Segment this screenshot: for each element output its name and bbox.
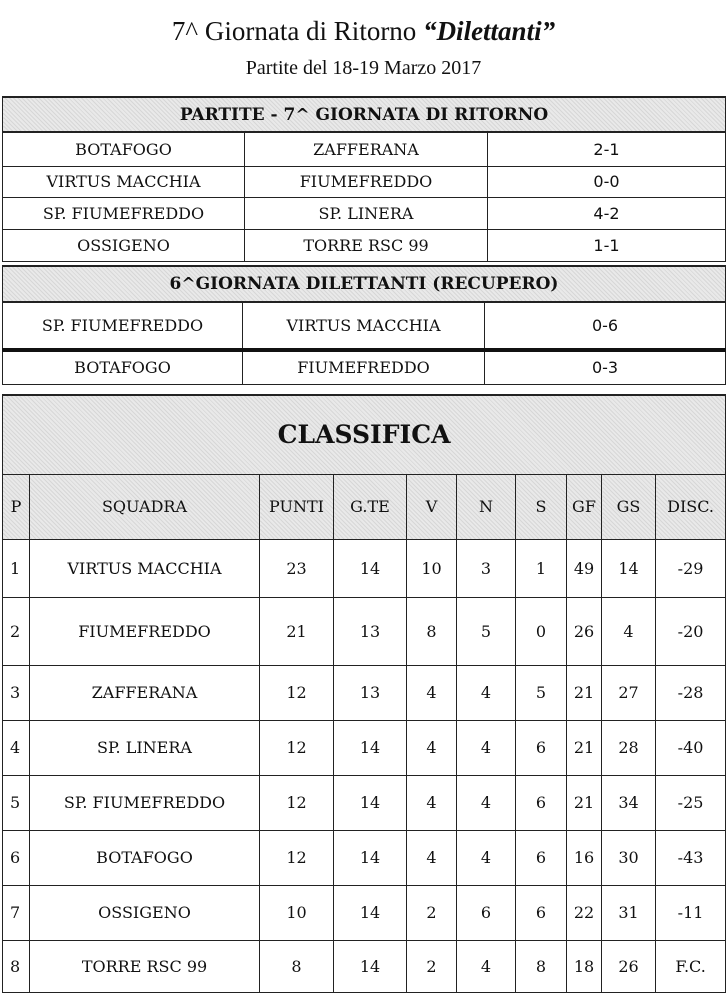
match-score: 2-1: [488, 132, 726, 166]
standings-body: [3, 539, 726, 992]
goals-against-cell: 14: [602, 539, 656, 597]
position-cell: 7: [3, 885, 30, 940]
games-cell: 14: [334, 720, 407, 775]
home-team: SP. FIUMEFREDDO: [3, 302, 243, 350]
team-name-cell: OSSIGENO: [30, 885, 260, 940]
away-team: SP. LINERA: [245, 197, 488, 229]
points-cell: 10: [260, 885, 334, 940]
match-score: 0-6: [485, 302, 726, 350]
wins-cell: 4: [407, 720, 457, 775]
standings-header-row: [3, 474, 726, 539]
home-team: OSSIGENO: [3, 229, 245, 261]
away-team: TORRE RSC 99: [245, 229, 488, 261]
discipline-cell: -40: [656, 720, 726, 775]
match-row: [3, 229, 726, 261]
goals-against-cell: 30: [602, 830, 656, 885]
games-cell: 14: [334, 539, 407, 597]
title-prefix: 7^ Giornata di Ritorno: [171, 16, 424, 46]
points-cell: 8: [260, 940, 334, 992]
discipline-cell: -25: [656, 775, 726, 830]
standings-title: CLASSIFICA: [3, 395, 726, 474]
team-name-cell: ZAFFERANA: [30, 665, 260, 720]
away-team: ZAFFERANA: [245, 132, 488, 166]
points-cell: 12: [260, 665, 334, 720]
wins-cell: 4: [407, 665, 457, 720]
recovery-title: 6^GIORNATA DILETTANTI (RECUPERO): [3, 266, 726, 302]
goals-for-cell: 21: [567, 775, 602, 830]
losses-cell: 1: [516, 539, 567, 597]
points-cell: 23: [260, 539, 334, 597]
games-cell: 14: [334, 775, 407, 830]
goals-for-cell: 18: [567, 940, 602, 992]
draws-cell: 4: [457, 830, 516, 885]
home-team: VIRTUS MACCHIA: [3, 166, 245, 197]
games-cell: 13: [334, 665, 407, 720]
home-team: BOTAFOGO: [3, 350, 243, 384]
away-team: FIUMEFREDDO: [243, 350, 485, 384]
team-name-cell: SP. LINERA: [30, 720, 260, 775]
position-cell: 1: [3, 539, 30, 597]
goals-against-cell: 4: [602, 597, 656, 665]
col-header: V: [407, 474, 457, 539]
title-emphasis: “Dilettanti”: [423, 16, 556, 46]
position-cell: 6: [3, 830, 30, 885]
goals-against-cell: 31: [602, 885, 656, 940]
wins-cell: 4: [407, 830, 457, 885]
discipline-cell: -43: [656, 830, 726, 885]
away-team: FIUMEFREDDO: [245, 166, 488, 197]
goals-for-cell: 26: [567, 597, 602, 665]
match-row: [3, 197, 726, 229]
goals-for-cell: 16: [567, 830, 602, 885]
match-row: [3, 132, 726, 166]
points-cell: 21: [260, 597, 334, 665]
losses-cell: 8: [516, 940, 567, 992]
team-name-cell: TORRE RSC 99: [30, 940, 260, 992]
position-cell: 8: [3, 940, 30, 992]
draws-cell: 5: [457, 597, 516, 665]
team-name-cell: FIUMEFREDDO: [30, 597, 260, 665]
discipline-cell: -28: [656, 665, 726, 720]
table-row: [3, 775, 726, 830]
losses-cell: 6: [516, 830, 567, 885]
col-header: DISC.: [656, 474, 726, 539]
col-header: N: [457, 474, 516, 539]
draws-cell: 4: [457, 665, 516, 720]
team-name-cell: SP. FIUMEFREDDO: [30, 775, 260, 830]
points-cell: 12: [260, 775, 334, 830]
table-row: [3, 885, 726, 940]
matchday-title: PARTITE - 7^ GIORNATA DI RITORNO: [3, 97, 726, 132]
draws-cell: 4: [457, 775, 516, 830]
losses-cell: 6: [516, 775, 567, 830]
home-team: BOTAFOGO: [3, 132, 245, 166]
wins-cell: 8: [407, 597, 457, 665]
col-header: G.TE: [334, 474, 407, 539]
away-team: VIRTUS MACCHIA: [243, 302, 485, 350]
losses-cell: 5: [516, 665, 567, 720]
col-header: GS: [602, 474, 656, 539]
wins-cell: 2: [407, 885, 457, 940]
match-row: [3, 166, 726, 197]
draws-cell: 4: [457, 720, 516, 775]
games-cell: 13: [334, 597, 407, 665]
discipline-cell: F.C.: [656, 940, 726, 992]
table-row: [3, 665, 726, 720]
team-name-cell: VIRTUS MACCHIA: [30, 539, 260, 597]
table-row: [3, 597, 726, 665]
goals-against-cell: 27: [602, 665, 656, 720]
draws-cell: 4: [457, 940, 516, 992]
standings-table: [2, 394, 726, 993]
losses-cell: 6: [516, 720, 567, 775]
team-name-cell: BOTAFOGO: [30, 830, 260, 885]
matchday-table: [2, 96, 726, 262]
discipline-cell: -20: [656, 597, 726, 665]
goals-for-cell: 49: [567, 539, 602, 597]
goals-against-cell: 26: [602, 940, 656, 992]
discipline-cell: -11: [656, 885, 726, 940]
goals-against-cell: 34: [602, 775, 656, 830]
match-row: [3, 350, 726, 384]
goals-against-cell: 28: [602, 720, 656, 775]
wins-cell: 10: [407, 539, 457, 597]
position-cell: 3: [3, 665, 30, 720]
draws-cell: 6: [457, 885, 516, 940]
table-row: [3, 720, 726, 775]
losses-cell: 6: [516, 885, 567, 940]
match-score: 0-0: [488, 166, 726, 197]
match-row: [3, 302, 726, 350]
position-cell: 4: [3, 720, 30, 775]
col-header: S: [516, 474, 567, 539]
match-score: 0-3: [485, 350, 726, 384]
goals-for-cell: 21: [567, 665, 602, 720]
position-cell: 5: [3, 775, 30, 830]
table-row: [3, 830, 726, 885]
games-cell: 14: [334, 830, 407, 885]
col-header: PUNTI: [260, 474, 334, 539]
losses-cell: 0: [516, 597, 567, 665]
goals-for-cell: 21: [567, 720, 602, 775]
col-header: P: [3, 474, 30, 539]
home-team: SP. FIUMEFREDDO: [3, 197, 245, 229]
match-score: 1-1: [488, 229, 726, 261]
page-subtitle: Partite del 18-19 Marzo 2017: [245, 57, 482, 79]
games-cell: 14: [334, 885, 407, 940]
points-cell: 12: [260, 720, 334, 775]
wins-cell: 4: [407, 775, 457, 830]
table-row: [3, 539, 726, 597]
goals-for-cell: 22: [567, 885, 602, 940]
col-header: SQUADRA: [30, 474, 260, 539]
col-header: GF: [567, 474, 602, 539]
discipline-cell: -29: [656, 539, 726, 597]
page-title: [0, 16, 727, 47]
draws-cell: 3: [457, 539, 516, 597]
wins-cell: 2: [407, 940, 457, 992]
position-cell: 2: [3, 597, 30, 665]
games-cell: 14: [334, 940, 407, 992]
recovery-table: [2, 265, 726, 385]
points-cell: 12: [260, 830, 334, 885]
table-row: [3, 940, 726, 992]
match-score: 4-2: [488, 197, 726, 229]
